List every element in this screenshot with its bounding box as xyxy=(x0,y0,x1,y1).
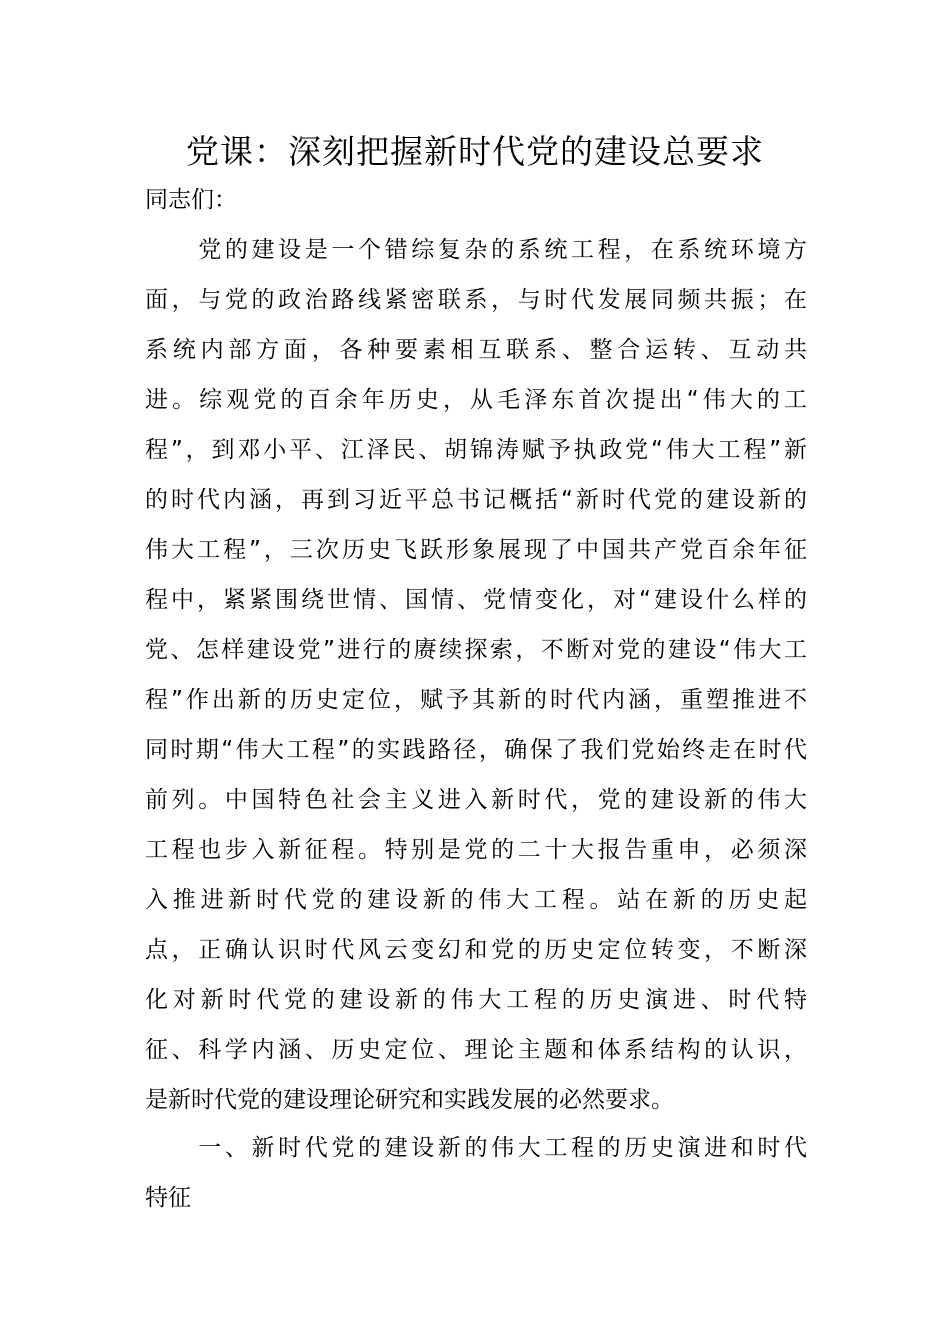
paragraph-line: 程”，到邓小平、江泽民、胡锦涛赋予执政党“伟大工程”新 xyxy=(145,437,807,463)
paragraph-line: 伟大工程”，三次历史飞跃形象展现了中国共产党百余年征 xyxy=(145,537,807,563)
paragraph-line: 党的建设是一个错综复杂的系统工程，在系统环境方 xyxy=(145,237,807,263)
paragraph-line: 同时期“伟大工程”的实践路径，确保了我们党始终走在时代 xyxy=(145,737,807,763)
paragraph-line: 入推进新时代党的建设新的伟大工程。站在新的历史起 xyxy=(145,887,807,913)
heading-line: 特征 xyxy=(145,1185,191,1211)
paragraph-line: 党、怎样建设党”进行的赓续探索，不断对党的建设“伟大工 xyxy=(145,637,807,663)
paragraph-line: 工程也步入新征程。特别是党的二十大报告重申，必须深 xyxy=(145,837,807,863)
paragraph-line: 征、科学内涵、历史定位、理论主题和体系结构的认识， xyxy=(145,1037,807,1063)
paragraph-line: 化对新时代党的建设新的伟大工程的历史演进、时代特 xyxy=(145,987,807,1013)
paragraph-line: 面，与党的政治路线紧密联系，与时代发展同频共振；在 xyxy=(145,287,807,313)
salutation: 同志们： xyxy=(145,187,237,213)
paragraph-line: 程中，紧紧围绕世情、国情、党情变化，对“建设什么样的 xyxy=(145,587,807,613)
paragraph-line: 程”作出新的历史定位，赋予其新的时代内涵，重塑推进不 xyxy=(145,687,807,713)
heading-line: 一、新时代党的建设新的伟大工程的历史演进和时代 xyxy=(145,1135,807,1161)
paragraph-line: 前列。中国特色社会主义进入新时代，党的建设新的伟大 xyxy=(145,787,807,813)
paragraph-line: 系统内部方面，各种要素相互联系、整合运转、互动共 xyxy=(145,337,807,363)
paragraph-line: 进。综观党的百余年历史，从毛泽东首次提出“伟大的工 xyxy=(145,387,807,413)
section-heading xyxy=(145,1123,807,1223)
body-paragraph xyxy=(145,225,807,1125)
paragraph-line: 点，正确认识时代风云变幻和党的历史定位转变，不断深 xyxy=(145,937,807,963)
paragraph-line: 是新时代党的建设理论研究和实践发展的必然要求。 xyxy=(145,1087,674,1113)
paragraph-line: 的时代内涵，再到习近平总书记概括“新时代党的建设新的 xyxy=(145,487,807,513)
document-title: 党课：深刻把握新时代党的建设总要求 xyxy=(186,132,764,171)
